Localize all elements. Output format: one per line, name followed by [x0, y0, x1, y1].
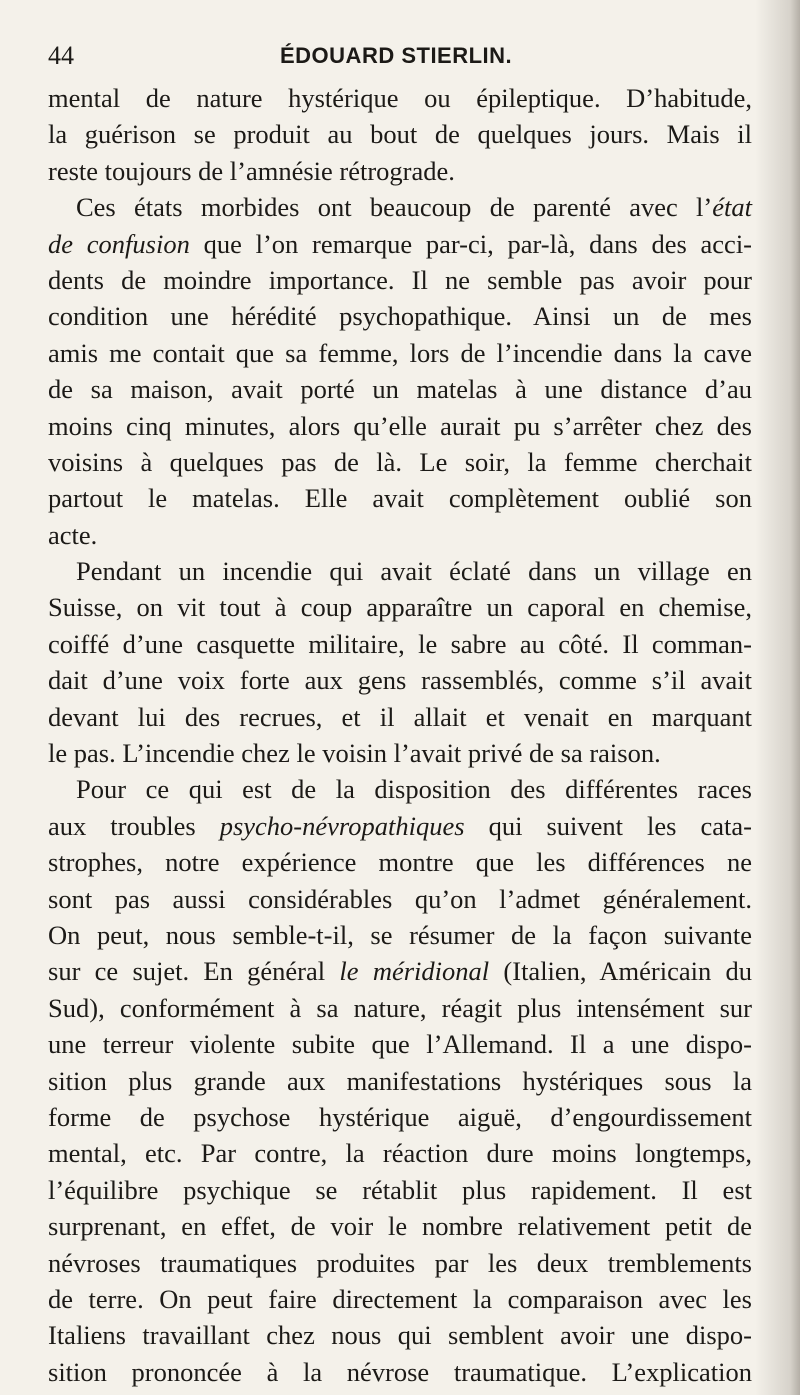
text-line: une terreur violente subite que l’Allemand. Il a une dispo-: [48, 1029, 752, 1060]
text-line: l’équilibre psychique se rétablit plus rapidement. Il est: [48, 1174, 752, 1205]
text-line: Suisse, on vit tout à coup apparaître un caporal en chemise,: [48, 592, 752, 623]
text-line: [48, 953, 752, 989]
page-header: [48, 38, 748, 74]
text-line: [48, 189, 752, 225]
text-line: acte.: [48, 519, 98, 550]
text-line: Pour ce qui est de la disposition des différentes races: [76, 774, 752, 805]
italic-term: le méridional: [339, 956, 490, 987]
text-segment: qui suivent les cata-: [464, 810, 753, 841]
text-line: de sa maison, avait porté un matelas à une distance d’au: [48, 374, 752, 405]
text-line: sont pas aussi considérables qu’on l’admet généralement.: [48, 883, 752, 914]
text-line: surprenant, en effet, de voir le nombre relativement petit de: [48, 1211, 752, 1242]
text-line: condition une hérédité psychopathique. Ainsi un de mes: [48, 301, 752, 332]
text-line: voisins à quelques pas de là. Le soir, la femme cherchait: [48, 446, 752, 477]
text-segment: (Italien, Américain du: [489, 956, 752, 987]
italic-term: de confusion: [48, 228, 190, 259]
text-segment: que l’on remarque par-ci, par-là, dans des acci-: [189, 228, 753, 259]
page-number: 44: [48, 41, 74, 70]
italic-term: psycho-névropathiques: [219, 810, 465, 841]
text-line: reste toujours de l’amnésie rétrograde.: [48, 155, 455, 186]
text-line: Italiens travaillant chez nous qui semblent avoir une dispo-: [48, 1320, 752, 1351]
text-line: moins cinq minutes, alors qu’elle aurait pu s’arrêter chez des: [48, 410, 752, 441]
running-head: ÉDOUARD STIERLIN.: [280, 43, 513, 68]
text-line: mental de nature hystérique ou épileptique. D’habitude,: [48, 83, 752, 113]
text-line: partout le matelas. Elle avait complètement oublié son: [48, 483, 752, 514]
text-line: strophes, notre expérience montre que les différences ne: [48, 847, 752, 878]
text-segment: Ces états morbides ont beaucoup de parenté avec l’: [76, 192, 713, 223]
text-line: dait d’une voix forte aux gens rassemblés, comme s’il avait: [48, 665, 752, 696]
text-line: mental, etc. Par contre, la réaction dure moins longtemps,: [48, 1138, 752, 1169]
text-segment: aux troubles: [48, 810, 220, 841]
text-line: forme de psychose hystérique aiguë, d’engourdissement: [48, 1101, 752, 1132]
text-segment: sur ce sujet. En général: [48, 956, 340, 987]
text-line: [48, 226, 752, 262]
text-line: Pendant un incendie qui avait éclaté dans un village en: [76, 556, 752, 587]
text-line: [48, 808, 752, 844]
text-line: névroses traumatiques produites par les deux tremblements: [48, 1247, 752, 1278]
text-line: Sud), conformément à sa nature, réagit plus intensément sur: [48, 992, 752, 1023]
text-line: devant lui des recrues, et il allait et venait en marquant: [48, 701, 752, 732]
text-line: la guérison se produit au bout de quelques jours. Mais il: [48, 119, 752, 150]
text-line: sition plus grande aux manifestations hystériques sous la: [48, 1065, 752, 1096]
text-line: On peut, nous semble-t-il, se résumer de la façon suivante: [48, 919, 752, 950]
text-line: le pas. L’incendie chez le voisin l’avait privé de sa raison.: [48, 738, 661, 769]
body-text: [48, 80, 752, 1390]
text-line: coiffé d’une casquette militaire, le sabre au côté. Il comman-: [48, 628, 752, 659]
italic-term: état: [712, 192, 752, 223]
text-line: sition prononcée à la névrose traumatique. L’explication: [48, 1356, 752, 1387]
text-line: dents de moindre importance. Il ne semble pas avoir pour: [48, 264, 752, 295]
text-line: amis me contait que sa femme, lors de l’incendie dans la cave: [48, 337, 752, 368]
text-line: de terre. On peut faire directement la comparaison avec les: [48, 1283, 752, 1314]
